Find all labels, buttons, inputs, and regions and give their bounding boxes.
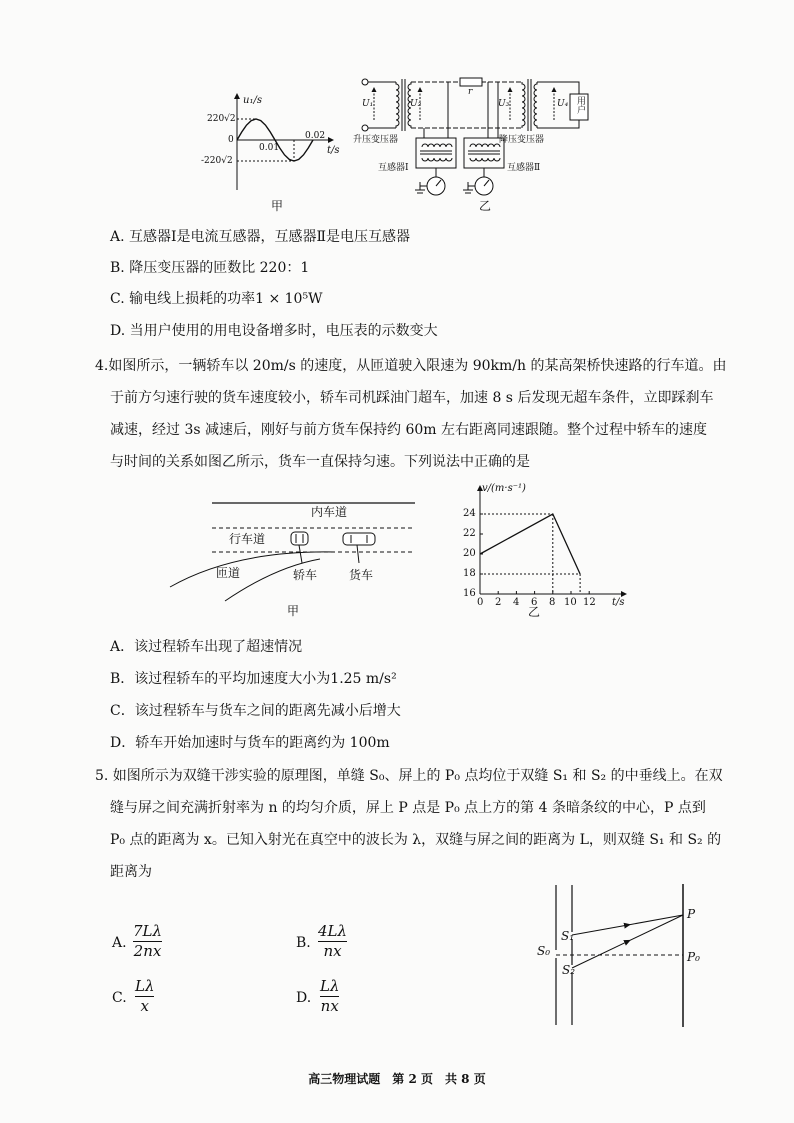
- sine-ytick-top: 220√2: [207, 114, 236, 124]
- vt-ylabel: v/(m·s⁻¹): [482, 483, 526, 494]
- label-s1: S₁: [561, 929, 575, 943]
- figure-caption-vt: 乙: [528, 605, 541, 619]
- vt-xtick-8: 8: [549, 597, 556, 608]
- q4-option-c: C．该过程轿车与货车之间的距离先减小后增大: [110, 703, 401, 719]
- car-shape: [291, 532, 308, 545]
- vt-xtick-0: 0: [477, 597, 484, 608]
- q5-option-b-label: B.: [296, 935, 311, 951]
- q5-stem-line-2: 缝与屏之间充满折射率为 n 的均匀介质，屏上 P 点是 P₀ 点上方的第 4 条暗条纹的中心，P 点到: [110, 800, 706, 816]
- q3-option-c: C. 输电线上损耗的功率1 × 10⁵W: [110, 291, 323, 307]
- sine-ylabel: u₁/s: [243, 95, 262, 106]
- q5-option-d-label: D.: [296, 990, 312, 1006]
- q3-option-a: A. 互感器Ⅰ是电流互感器，互感器Ⅱ是电压互感器: [110, 229, 411, 245]
- input-terminal-top: [362, 79, 368, 85]
- q5-option-c-numerator: Lλ: [135, 977, 155, 995]
- q4-stem-line-3: 减速，经过 3s 减速后，刚好与前方货车保持约 60m 左右距离同速跟随。整个过程中轿车的速度: [110, 422, 707, 438]
- line-resistor: [460, 78, 482, 86]
- q5-option-a-numerator: 7Lλ: [133, 922, 163, 940]
- vt-ytick-20: 20: [463, 548, 476, 559]
- figure-caption-road: 甲: [287, 604, 300, 618]
- label-driving-lane: 行车道: [229, 532, 266, 546]
- velocity-time-graph: [450, 480, 635, 605]
- label-s0: S₀: [537, 944, 551, 958]
- q3-option-d: D. 当用户使用的用电设备增多时，电压表的示数变大: [110, 323, 438, 339]
- q5-stem-line-3: P₀ 点的距离为 x。已知入射光在真空中的波长为 λ，双缝与屏之间的距离为 L，则双缝 S₁ 和 S₂ 的: [110, 832, 722, 848]
- vt-xtick-12: 12: [583, 597, 596, 608]
- q4-option-d: D．轿车开始加速时与货车的距离约为 100m: [110, 735, 390, 751]
- sine-xtick-1: 0.01: [259, 143, 280, 153]
- label-transformer-1: 互感器Ⅰ: [378, 163, 409, 173]
- velocity-line: [480, 514, 580, 574]
- vt-ytick-18: 18: [463, 568, 476, 579]
- q4-option-b: B．该过程轿车的平均加速度大小为1.25 m/s²: [110, 671, 397, 687]
- label-step-down-transformer: 降压变压器: [499, 135, 545, 145]
- label-u1: U₁: [362, 99, 374, 109]
- label-transformer-2: 互感器Ⅱ: [507, 163, 541, 173]
- label-u2: U₂: [410, 99, 422, 109]
- q5-option-d-numerator: Lλ: [320, 977, 340, 995]
- label-ramp: 匝道: [216, 566, 241, 580]
- sine-xlabel: t/s: [327, 145, 340, 156]
- input-terminal-bottom: [362, 125, 368, 131]
- q5-option-d-denominator: nx: [320, 997, 339, 1015]
- q4-option-a: A．该过程轿车出现了超速情况: [110, 639, 303, 655]
- q5-option-b-fraction: [318, 922, 347, 961]
- road-diagram: [165, 495, 420, 605]
- q5-option-b-denominator: nx: [323, 942, 342, 960]
- label-s2: S₂: [562, 963, 576, 977]
- q4-stem-line-4: 与时间的关系如图乙所示，货车一直保持匀速。下列说法中正确的是: [110, 454, 530, 470]
- label-r: r: [468, 87, 473, 97]
- vt-ytick-24: 24: [463, 508, 476, 519]
- ray-from-s1: [572, 925, 630, 935]
- q5-option-b-numerator: 4Lλ: [318, 922, 348, 940]
- vt-xtick-4: 4: [513, 597, 520, 608]
- figure-caption-yi: 乙: [479, 199, 492, 213]
- truck-shape: [343, 533, 375, 545]
- vt-xtick-10: 10: [564, 597, 577, 608]
- page-footer: 高三物理试题 第 2 页 共 8 页: [308, 1072, 486, 1086]
- label-p0: P₀: [687, 950, 700, 964]
- q4-stem-line-1: 4.如图所示，一辆轿车以 20m/s 的速度，从匝道驶入限速为 90km/h 的某高架桥快速路的行车道。由: [95, 358, 727, 374]
- sine-ytick-zero: 0: [228, 135, 234, 145]
- vt-xlabel: t/s: [612, 597, 625, 608]
- ray-from-s2: [572, 940, 630, 968]
- q5-option-a-label: A.: [112, 935, 127, 951]
- label-u3: U₃: [498, 99, 510, 109]
- transformer-2-box: [464, 138, 504, 168]
- q5-option-a-fraction: [133, 922, 162, 961]
- q5-option-d-fraction: [320, 977, 339, 1016]
- q5-option-a-denominator: 2nx: [133, 942, 162, 960]
- step-down-primary-coil: [522, 82, 525, 128]
- label-user: 用户: [575, 96, 585, 114]
- q5-option-c-label: C.: [112, 990, 127, 1006]
- label-u4: U₄: [557, 99, 569, 109]
- q4-stem-line-2: 于前方匀速行驶的货车速度较小，轿车司机踩油门超车，加速 8 s 后发现无超车条件，立即踩刹车: [110, 390, 714, 406]
- vt-xtick-2: 2: [495, 597, 502, 608]
- sine-ytick-bottom: -220√2: [201, 156, 233, 166]
- vt-ytick-16: 16: [463, 588, 476, 599]
- label-inner-lane: 内车道: [311, 505, 348, 519]
- label-p: P: [687, 907, 696, 921]
- q3-option-b: B. 降压变压器的匝数比 220：1: [110, 260, 310, 276]
- label-step-up-transformer: 升压变压器: [353, 135, 399, 145]
- q5-stem-line-4: 距离为: [110, 864, 152, 880]
- step-up-primary-coil: [396, 82, 399, 128]
- car-pointer: [299, 545, 302, 563]
- label-car: 轿车: [293, 568, 318, 582]
- vt-xtick-6: 6: [531, 597, 538, 608]
- q5-option-c-denominator: x: [140, 997, 149, 1015]
- step-down-secondary-coil: [534, 82, 537, 128]
- q5-option-c-fraction: [135, 977, 154, 1016]
- transformer-1-box: [416, 138, 456, 168]
- figure-caption-jia: 甲: [271, 199, 284, 213]
- vt-ytick-22: 22: [463, 528, 476, 539]
- double-slit-diagram: [535, 882, 700, 1030]
- label-truck: 货车: [349, 568, 374, 582]
- sine-xtick-2: 0.02: [305, 131, 326, 141]
- truck-pointer: [357, 545, 359, 563]
- q5-stem-line-1: 5. 如图所示为双缝干涉实验的原理图，单缝 S₀、屏上的 P₀ 点均位于双缝 S₁ 和 S₂ 的中垂线上。在双: [95, 768, 723, 784]
